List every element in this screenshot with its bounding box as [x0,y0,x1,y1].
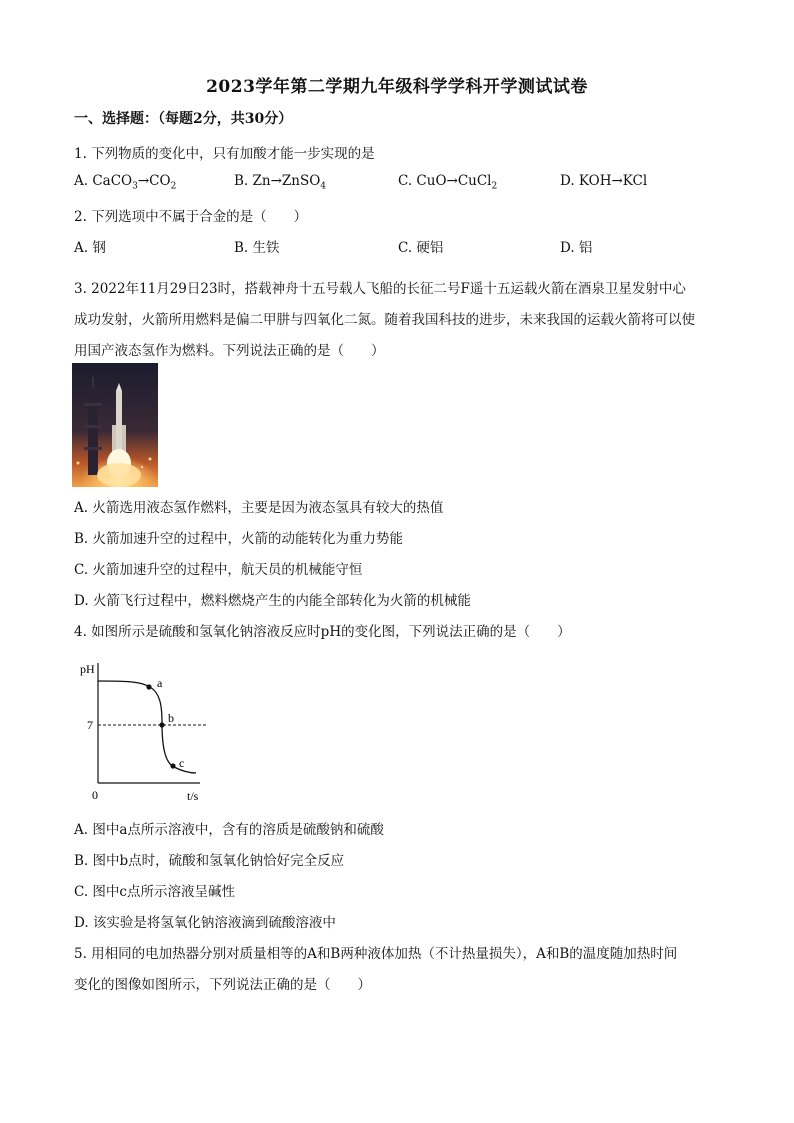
ph-change-chart [78,655,218,805]
origin-label: 0 [92,788,98,802]
point-c-label: c [179,756,185,770]
q2-stem: 2. 下列选项中不属于合金的是（ ） [74,209,308,225]
point-b-label: b [168,711,174,725]
q1-option-d[interactable]: D. KOH→KCl [560,173,648,189]
q3-stem-line-3: 用国产液态氢作为燃料。下列说法正确的是（ ） [74,343,385,359]
q1-option-a[interactable]: A. $CaCO_3\to CO_2$ [74,173,177,192]
q4-option-b[interactable]: B. 图中b点时，硫酸和氢氧化钠恰好完全反应 [74,853,345,869]
q3-option-b[interactable]: B. 火箭加速升空的过程中，火箭的动能转化为重力势能 [74,531,404,547]
point-b [159,722,164,727]
y-tick-label-7: 7 [87,718,93,732]
point-a [146,684,151,689]
q3-option-d[interactable]: D. 火箭飞行过程中，燃料燃烧产生的内能全部转化为火箭的机械能 [74,593,471,609]
q2-option-b[interactable]: B. 生铁 [234,240,280,256]
q5-stem-line-2: 变化的图像如图所示，下列说法正确的是（ ） [74,977,371,993]
q2-option-a[interactable]: A. 钢 [74,240,106,256]
q3-option-c[interactable]: C. 火箭加速升空的过程中，航天员的机械能守恒 [74,562,363,578]
q3-option-a[interactable]: A. 火箭选用液态氢作燃料，主要是因为液态氢具有较大的热值 [74,500,444,516]
q1-option-c[interactable]: C. CuO→CuCl$_2$ [398,173,498,192]
point-a-label: a [157,676,163,690]
q5-stem-line-1: 5. 用相同的电加热器分别对质量相等的A和B两种液体加热（不计热量损失），A和B的温度随加热时间 [74,946,678,962]
q4-option-c[interactable]: C. 图中c点所示溶液呈碱性 [74,884,235,900]
q4-option-a[interactable]: A. 图中a点所示溶液中，含有的溶质是硫酸钠和硫酸 [74,822,384,838]
q4-stem: 4. 如图所示是硫酸和氢氧化钠溶液反应时pH的变化图，下列说法正确的是（ ） [74,624,571,640]
point-c [170,763,175,768]
rocket-launch-photo [72,363,158,487]
q3-stem-line-1: 3. 2022年11月29日23时，搭载神舟十五号载人飞船的长征二号F遥十五运载火箭在酒泉卫星发射中心 [74,281,686,297]
q2-option-c[interactable]: C. 硬铝 [398,240,444,256]
x-axis-label: t/s [187,789,199,803]
q1-option-b[interactable]: B. Zn→ZnSO$_4$ [234,173,327,192]
y-axis-label: pH [80,662,95,676]
q1-stem: 1. 下列物质的变化中，只有加酸才能一步实现的是 [74,146,375,162]
section-heading: 一、选择题：（每题2分，共30分） [74,111,293,127]
exam-title: 2023学年第二学期九年级科学学科开学测试试卷 [206,77,588,97]
q3-stem-line-2: 成功发射，火箭所用燃料是偏二甲肼与四氧化二氮。随着我国科技的进步，未来我国的运载火箭将可以使 [74,312,695,328]
q4-option-d[interactable]: D. 该实验是将氢氧化钠溶液滴到硫酸溶液中 [74,915,336,931]
q2-option-d[interactable]: D. 铝 [560,240,593,256]
